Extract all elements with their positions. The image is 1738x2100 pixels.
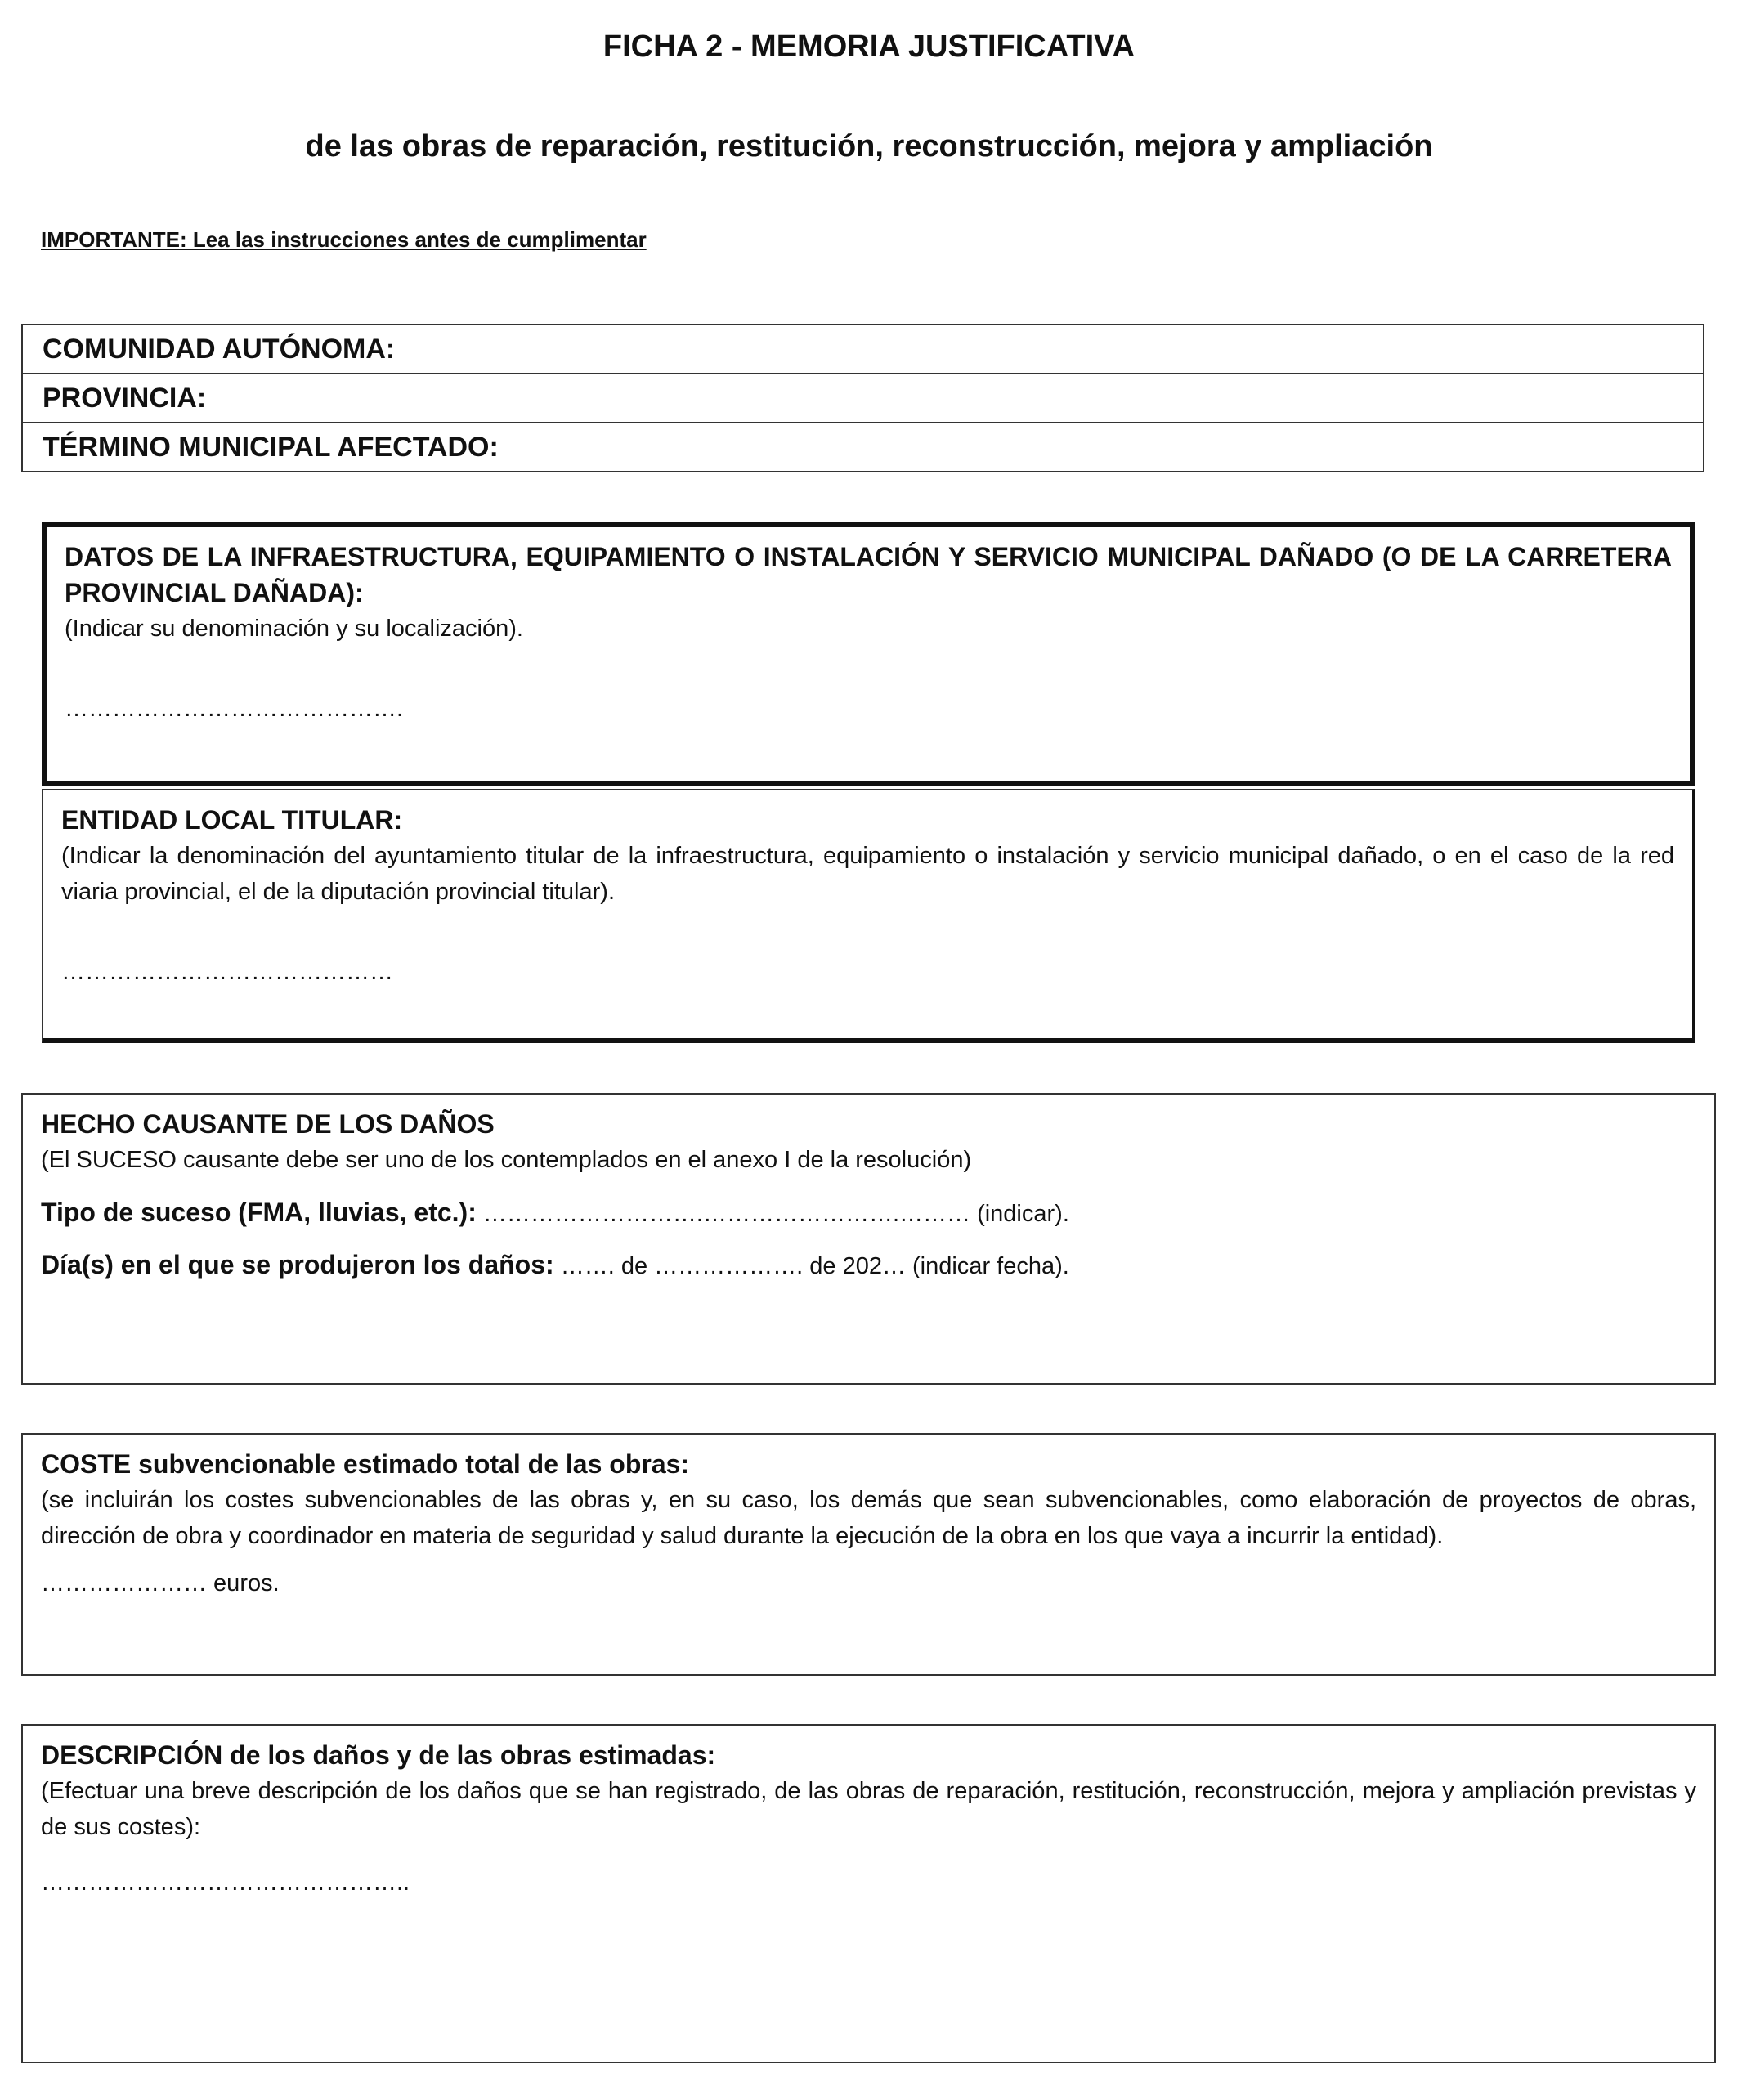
local-entity-input[interactable]: ……………………………………	[61, 959, 393, 985]
section-heading: COSTE subvencionable estimado total de las obras:	[41, 1449, 690, 1479]
infrastructure-data-section	[42, 522, 1695, 786]
description-input[interactable]: ………………………………………..	[41, 1869, 410, 1896]
event-date-input[interactable]: ……. de ………………. de 202… (indicar fecha).	[553, 1253, 1069, 1279]
province-field[interactable]: PROVINCIA:	[23, 373, 1703, 422]
event-date-line[interactable]	[41, 1247, 1696, 1284]
section-hint: (Indicar la denominación del ayuntamiento titular de la infraestructura, equipamiento o instalación y servicio municipal dañado, o en el caso de la red viaria provincial, el de la diputación provincial titular).	[61, 843, 1674, 905]
page-title: FICHA 2 - MEMORIA JUSTIFICATIVA	[602, 29, 1136, 64]
location-table	[21, 324, 1704, 472]
section-hint: (Efectuar una breve descripción de los daños que se han registrado, de las obras de reparación, restitución, reconstrucción, mejora y ampliación previstas y de sus costes):	[41, 1778, 1696, 1840]
section-hint: (se incluirán los costes subvencionables de las obras y, en su caso, los demás que sean subvencionables, como elaboración de proyectos de obras, dirección de obra y coordinador en materia de seguridad y salud durante la ejecución de la obra en los que vaya a incurrir la entidad).	[41, 1487, 1696, 1549]
event-type-line[interactable]	[41, 1194, 1696, 1232]
event-type-input[interactable]: ……………………….…………………….……… (indicar).	[476, 1201, 1069, 1227]
section-heading: HECHO CAUSANTE DE LOS DAÑOS	[41, 1109, 495, 1139]
section-heading: ENTIDAD LOCAL TITULAR:	[61, 805, 403, 835]
section-hint: (Indicar su denominación y su localización).	[65, 616, 523, 642]
important-notice: IMPORTANTE: Lea las instrucciones antes de cumplimentar	[41, 227, 647, 252]
event-type-label: Tipo de suceso (FMA, lluvias, etc.):	[41, 1198, 477, 1227]
page-subtitle: de las obras de reparación, restitución, reconstrucción, mejora y ampliación	[305, 129, 1433, 163]
section-hint: (El SUCESO causante debe ser uno de los contemplados en el anexo I de la resolución)	[41, 1147, 972, 1173]
cost-input[interactable]: ………………… euros.	[41, 1570, 280, 1596]
municipality-field[interactable]: TÉRMINO MUNICIPAL AFECTADO:	[23, 422, 1703, 471]
community-field[interactable]: COMUNIDAD AUTÓNOMA:	[43, 334, 396, 365]
event-date-label: Día(s) en el que se produjeron los daños:	[41, 1250, 554, 1279]
infrastructure-input[interactable]: …………………………………….	[65, 696, 404, 722]
causal-event-section	[21, 1093, 1716, 1385]
section-heading: DATOS DE LA INFRAESTRUCTURA, EQUIPAMIENTO O INSTALACIÓN Y SERVICIO MUNICIPAL DAÑADO (O DE LA CARRETERA PROVINCIAL DAÑADA):	[65, 542, 1672, 607]
section-heading: DESCRIPCIÓN de los daños y de las obras estimadas:	[41, 1740, 716, 1770]
local-entity-section	[42, 789, 1695, 1043]
cost-section	[21, 1433, 1716, 1676]
description-section	[21, 1724, 1716, 2063]
